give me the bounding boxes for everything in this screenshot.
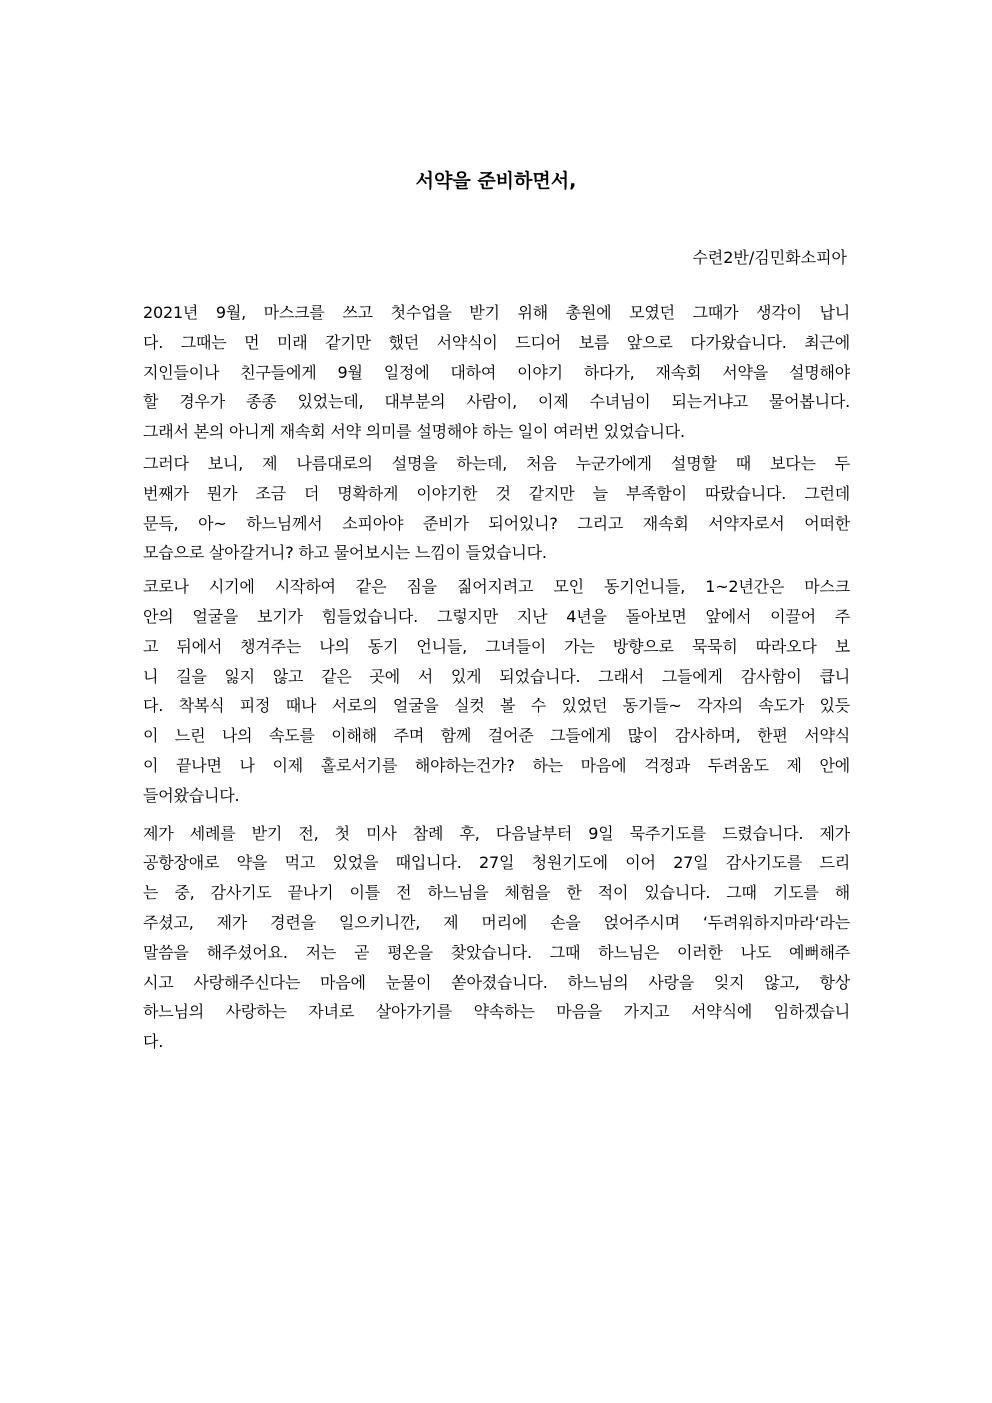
- text-line: 말씀을 해주셨어요. 저는 곧 평온을 찾았습니다. 그때 하느님은 이러한 나도 예뻐해주: [143, 942, 850, 962]
- document-author: 수련2반/김민화소피아: [692, 248, 847, 267]
- text-line: 번째가 뭔가 조금 더 명확하게 이야기한 것 같지만 늘 부족함이 따랐습니다. 그런데: [143, 483, 850, 503]
- text-line: 모습으로 살아갈거니? 하고 물어보시는 느낌이 들었습니다.: [143, 543, 547, 563]
- text-line: 제가 세례를 받기 전, 첫 미사 참례 후, 다음날부터 9일 묵주기도를 드렸습니다. 제가: [143, 823, 850, 843]
- text-line: 다. 그때는 먼 미래 같기만 했던 서약식이 드디어 보름 앞으로 다가왔습니다. 최근에: [143, 332, 850, 352]
- paragraph-2: [143, 449, 850, 568]
- text-line: 그러다 보니, 제 나름대로의 설명을 하는데, 처음 누군가에게 설명할 때 보다는 두: [143, 453, 850, 473]
- paragraph-3: [143, 572, 850, 810]
- text-line: 시고 사랑해주신다는 마음에 눈물이 쏟아졌습니다. 하느님의 사랑을 잊지 않고, 항상: [143, 972, 850, 992]
- text-line: 할 경우가 종종 있었는데, 대부분의 사람이, 이제 수녀님이 되는거냐고 물어봅니다.: [143, 392, 850, 412]
- text-line: 공항장애로 약을 먹고 있었을 때입니다. 27일 청원기도에 이어 27일 감사기도를 드리: [143, 853, 850, 873]
- text-line: 이 느린 나의 속도를 이해해 주며 함께 걸어준 그들에게 많이 감사하며, 한편 서약식: [143, 726, 850, 746]
- text-line: 그래서 본의 아니게 재속회 서약 의미를 설명해야 하는 일이 여러번 있었습니다.: [143, 422, 685, 442]
- text-line: 들어왔습니다.: [143, 785, 240, 805]
- text-line: 문득, 아~ 하느님께서 소피아야 준비가 되어있니? 그리고 재속회 서약자로서 어떠한: [143, 513, 850, 533]
- text-line: 고 뒤에서 챙겨주는 나의 동기 언니들, 그녀들이 가는 방향으로 묵묵히 따라오다 보: [143, 636, 850, 656]
- text-line: 니 길을 잃지 않고 같은 곳에 서 있게 되었습니다. 그래서 그들에게 감사함이 큽니: [143, 666, 850, 686]
- text-line: 이 끝나면 나 이제 홀로서기를 해야하는건가? 하는 마음에 걱정과 두려움도 제 안에: [143, 755, 850, 775]
- text-line: 다.: [143, 1032, 164, 1052]
- text-line: 코로나 시기에 시작하여 같은 짐을 짊어지려고 모인 동기언니들, 1~2년간은 마스크: [143, 577, 850, 597]
- text-line: 안의 얼굴을 보기가 힘들었습니다. 그렇지만 지난 4년을 돌아보면 앞에서 이끌어 주: [143, 606, 850, 626]
- text-line: 는 중, 감사기도 끝나기 이틀 전 하느님을 체험을 한 적이 있습니다. 그때 기도를 해: [143, 883, 850, 903]
- text-line: 주셨고, 제가 경련을 일으키니깐, 제 머리에 손을 얹어주시며 ‘두려워하지마라‘라는: [143, 912, 850, 932]
- text-line: 2021년 9월, 마스크를 쓰고 첫수업을 받기 위해 총원에 모였던 그때가 생각이 납니: [143, 303, 850, 322]
- text-line: 지인들이나 친구들에게 9월 일정에 대하여 이야기 하다가, 재속회 서약을 설명해야: [143, 362, 850, 382]
- text-line: 다. 착복식 피정 때나 서로의 얼굴을 실컷 볼 수 있었던 동기들~ 각자의 속도가 있듯: [143, 696, 850, 716]
- document-body: [143, 298, 850, 1057]
- text-line: 하느님의 사랑하는 자녀로 살아가기를 약속하는 마음을 가지고 서약식에 임하겠습니: [143, 1002, 850, 1022]
- paragraph-4: [143, 819, 850, 1057]
- document-title: 서약을 준비하면서,: [415, 170, 577, 192]
- paragraph-1: [143, 298, 850, 447]
